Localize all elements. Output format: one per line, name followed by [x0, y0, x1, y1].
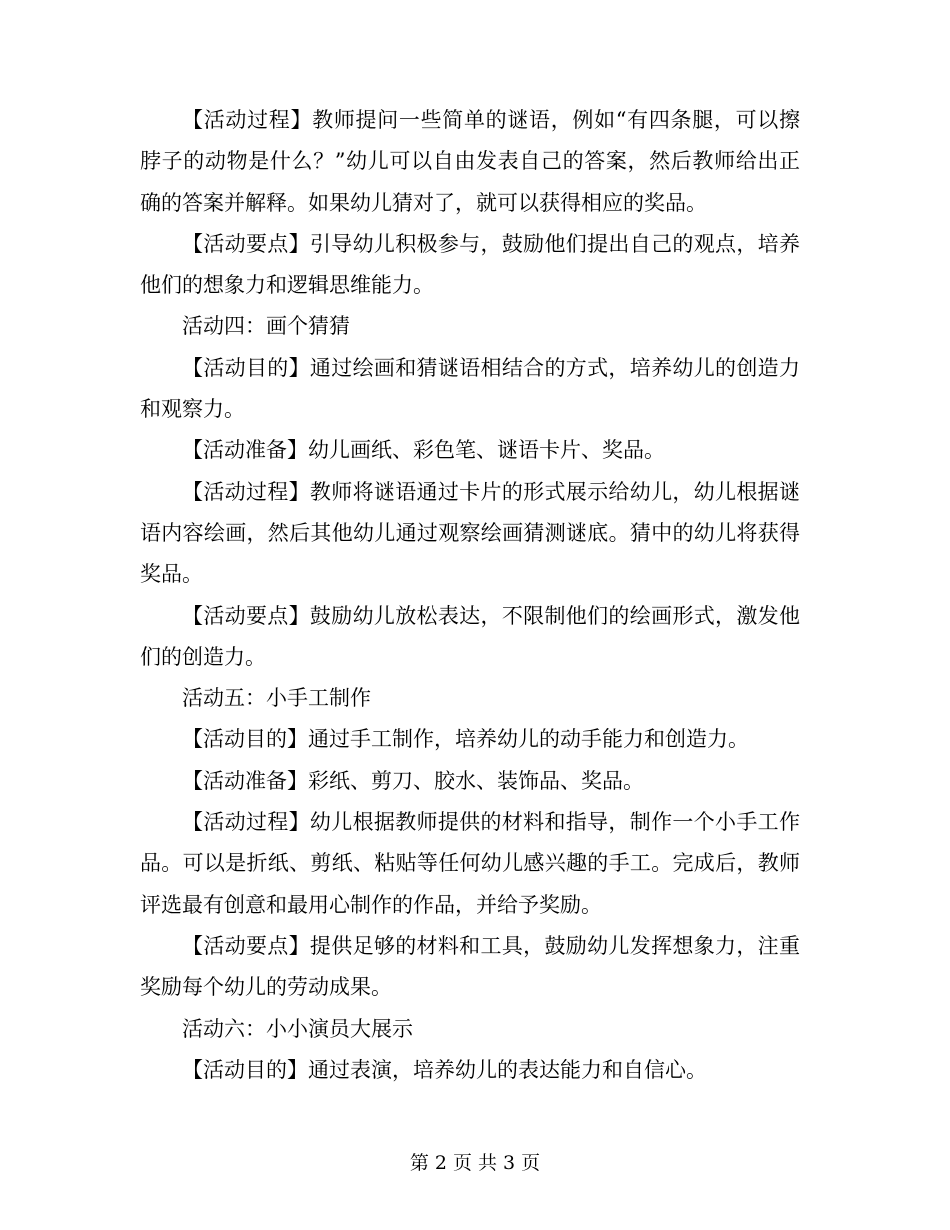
paragraph-activity-process: 【活动过程】幼儿根据教师提供的材料和指导，制作一个小手工作品。可以是折纸、剪纸、粘贴等任何幼儿感兴趣的手工。完成后，教师评选最有创意和最用心制作的作品，并给予奖励。 — [140, 810, 800, 917]
section-heading-activity-four: 活动四：画个猜猜 — [182, 314, 350, 339]
paragraph-activity-preparation: 【活动准备】幼儿画纸、彩色笔、谜语卡片、奖品。 — [182, 438, 665, 463]
paragraph-activity-key-points: 【活动要点】鼓励幼儿放松表达，不限制他们的绘画形式，激发他们的创造力。 — [140, 603, 800, 669]
paragraph-activity-key-points: 【活动要点】提供足够的材料和工具，鼓励幼儿发挥想象力，注重奖励每个幼儿的劳动成果。 — [140, 933, 800, 1000]
paragraph-activity-purpose: 【活动目的】通过手工制作，培养幼儿的动手能力和创造力。 — [182, 727, 749, 752]
paragraph-activity-process: 【活动过程】教师提问一些简单的谜语，例如“有四条腿，可以擦脖子的动物是什么？”幼儿可以自由发表自己的答案，然后教师给出正确的答案并解释。如果幼儿猜对了，就可以获得相应的奖品。 — [140, 108, 800, 215]
paragraph-activity-preparation: 【活动准备】彩纸、剪刀、胶水、装饰品、奖品。 — [182, 768, 644, 793]
document-body — [140, 100, 800, 1091]
section-heading-activity-five: 活动五：小手工制作 — [182, 686, 371, 711]
paragraph-activity-purpose: 【活动目的】通过绘画和猜谜语相结合的方式，培养幼儿的创造力和观察力。 — [140, 355, 800, 422]
section-heading-activity-six: 活动六：小小演员大展示 — [182, 1016, 413, 1041]
page-number-footer: 第 2 页 共 3 页 — [409, 1152, 541, 1174]
paragraph-activity-key-points: 【活动要点】引导幼儿积极参与，鼓励他们提出自己的观点，培养他们的想象力和逻辑思维能力。 — [140, 231, 800, 298]
paragraph-activity-process: 【活动过程】教师将谜语通过卡片的形式展示给幼儿，幼儿根据谜语内容绘画，然后其他幼儿通过观察绘画猜测谜底。猜中的幼儿将获得奖品。 — [140, 479, 800, 587]
paragraph-activity-purpose: 【活动目的】通过表演，培养幼儿的表达能力和自信心。 — [182, 1057, 707, 1082]
